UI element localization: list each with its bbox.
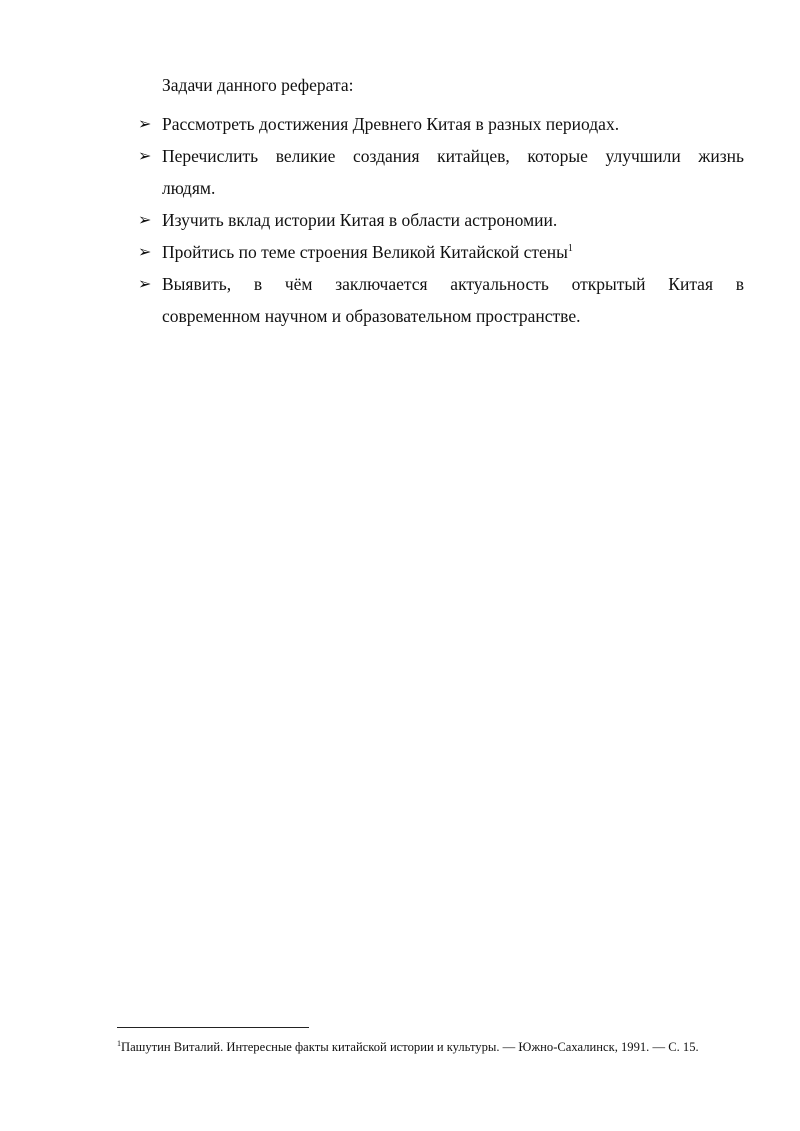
- tasks-list: [138, 108, 744, 332]
- list-item: [138, 140, 744, 204]
- list-item: [138, 268, 744, 332]
- arrow-bullet-icon: ➢: [138, 210, 152, 229]
- arrow-bullet-icon: ➢: [138, 114, 152, 133]
- list-item: [138, 236, 744, 268]
- footnote-reference[interactable]: 1: [567, 243, 573, 255]
- list-item-text-line-1: Выявить, в чём заключается актуальность открытый Китая в: [162, 274, 744, 294]
- arrow-bullet-icon: ➢: [138, 274, 152, 293]
- list-item-text: Рассмотреть достижения Древнего Китая в разных периодах.: [162, 114, 620, 134]
- arrow-bullet-icon: ➢: [138, 146, 152, 165]
- list-item-text-line-1: Перечислить великие создания китайцев, которые улучшили жизнь: [162, 146, 744, 166]
- list-item-text: Изучить вклад истории Китая в области астрономии.: [162, 210, 558, 230]
- list-item: [138, 108, 744, 140]
- list-item: [138, 204, 744, 236]
- list-item-text-line-2: людям.: [162, 178, 216, 198]
- tasks-intro: Задачи данного реферата:: [162, 75, 354, 95]
- list-item-text-line-2: современном научном и образовательном пространстве.: [162, 306, 581, 326]
- list-item-text: Пройтись по теме строения Великой Китайской стены: [162, 242, 568, 262]
- footnote: [117, 1040, 699, 1055]
- footnote-marker: 1: [117, 1038, 121, 1048]
- footnote-separator: [117, 1027, 309, 1028]
- footnote-text: Пашутин Виталий. Интересные факты китайской истории и культуры. — Южно-Сахалинск, 1991. — С. 15.: [121, 1040, 699, 1054]
- arrow-bullet-icon: ➢: [138, 242, 152, 261]
